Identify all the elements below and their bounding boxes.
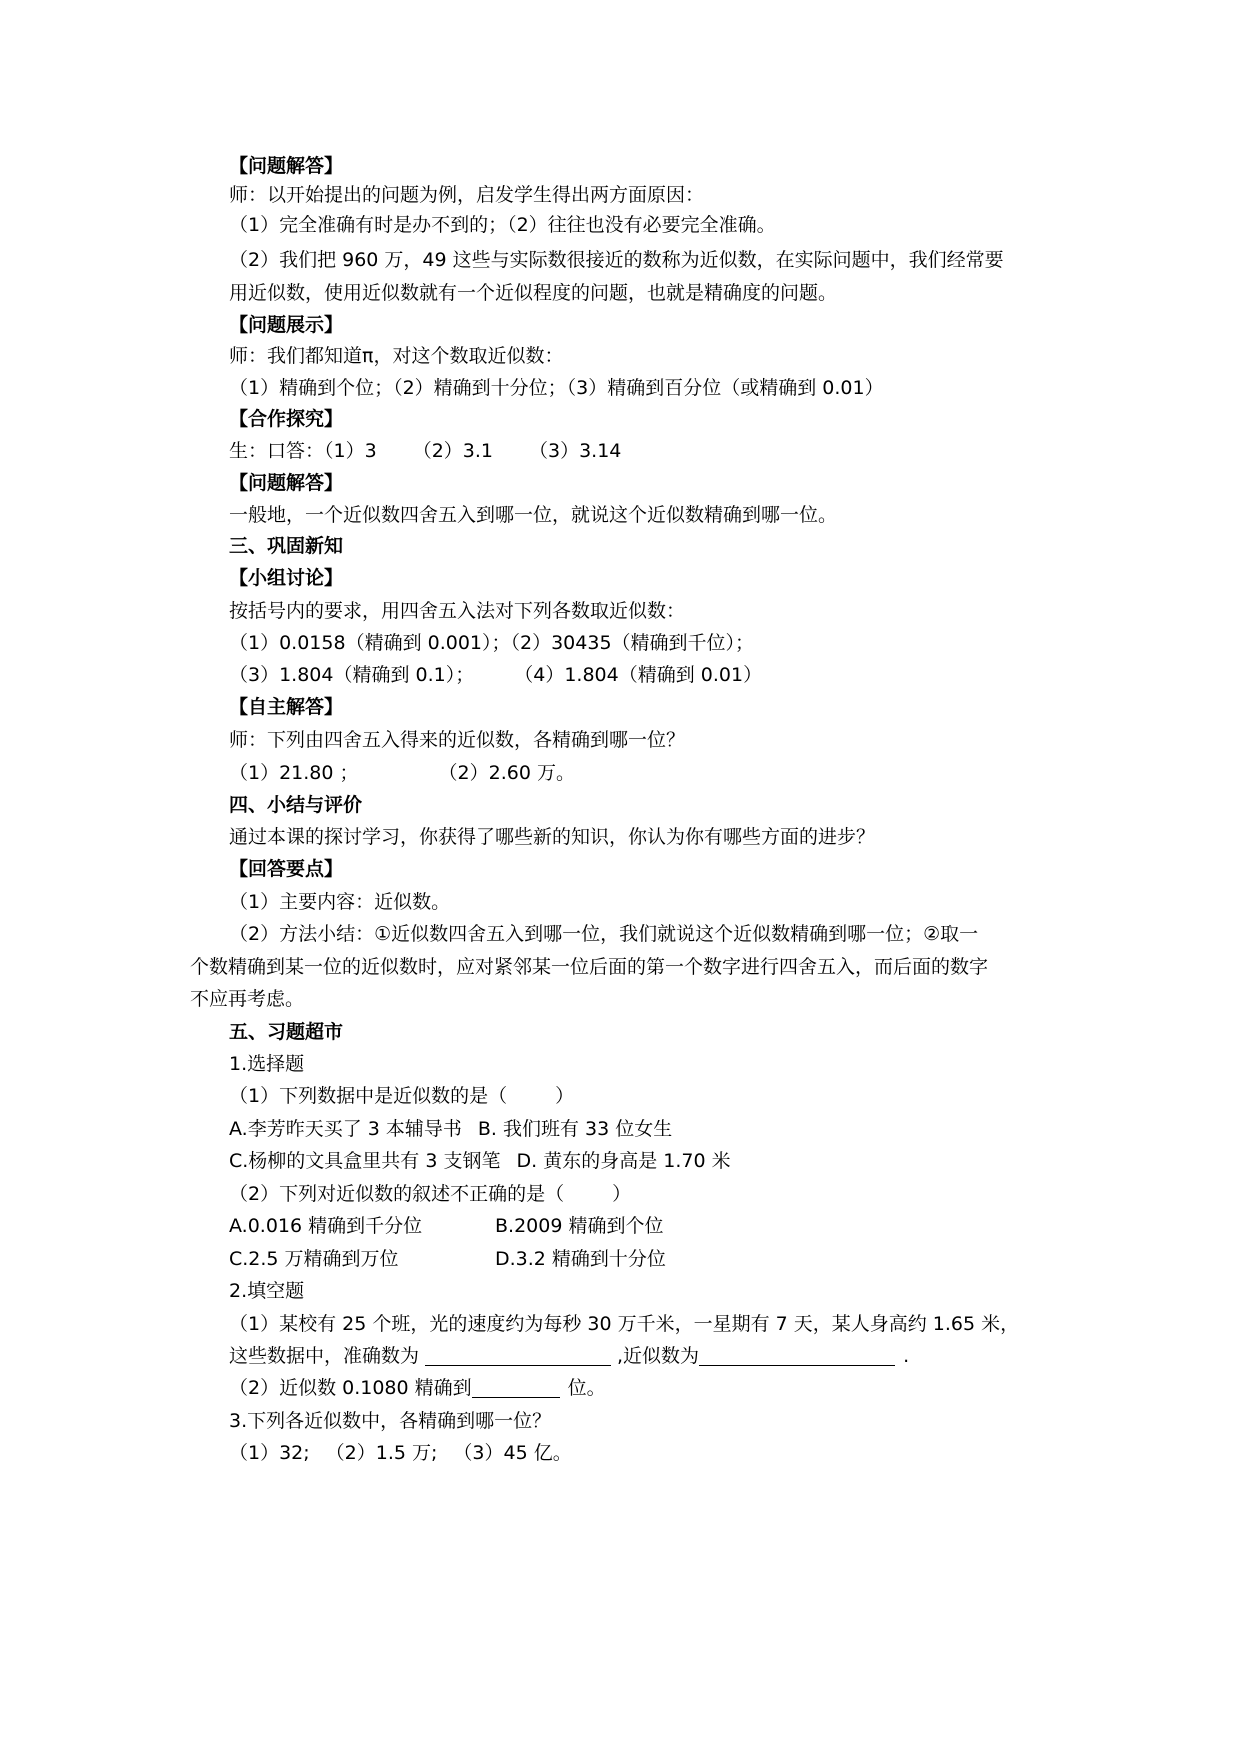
paragraph bbox=[229, 757, 1061, 789]
choice-d: D. 黄东的身高是 1.70 米 bbox=[516, 1150, 731, 1172]
paragraph: （1）0.0158（精确到 0.001）；（2）30435（精确到千位）； bbox=[229, 632, 755, 654]
choice-d: D.3.2 精确到十分位 bbox=[495, 1248, 666, 1270]
fill-suffix: 位。 bbox=[567, 1377, 606, 1399]
question-text: （2）下列对近似数的叙述不正确的是（ bbox=[229, 1183, 565, 1205]
paragraph: 个数精确到某一位的近似数时，应对紧邻某一位后面的第一个数字进行四舍五入，而后面的数字 bbox=[190, 956, 989, 978]
exercise-part: （3）1.804（精确到 0.1）； bbox=[229, 664, 475, 686]
paragraph bbox=[229, 435, 1061, 467]
paragraph: 按括号内的要求，用四舍五入法对下列各数取近似数： bbox=[229, 600, 686, 622]
fill-prompt: （2）近似数 0.1080 精确到 bbox=[229, 1377, 472, 1399]
paragraph: 用近似数，使用近似数就有一个近似程度的问题，也就是精确度的问题。 bbox=[229, 282, 838, 304]
paragraph: 一般地，一个近似数四舍五入到哪一位，就说这个近似数精确到哪一位。 bbox=[229, 504, 838, 526]
paragraph: （1）主要内容：近似数。 bbox=[229, 891, 451, 913]
paragraph bbox=[229, 1340, 1061, 1372]
section-heading: 【小组讨论】 bbox=[229, 567, 344, 589]
paragraph bbox=[229, 1243, 1061, 1275]
paragraph: （1）某校有 25 个班，光的速度约为每秒 30 万千米，一星期有 7 天，某人身高约 1.65 米， bbox=[229, 1313, 1020, 1335]
paragraph: 3.下列各近似数中，各精确到哪一位？ bbox=[229, 1410, 552, 1432]
paragraph: 1.选择题 bbox=[229, 1053, 305, 1075]
section-heading: 五、习题超市 bbox=[229, 1021, 344, 1043]
choice-b: B. 我们班有 33 位女生 bbox=[477, 1118, 673, 1140]
section-heading: 【自主解答】 bbox=[229, 696, 344, 718]
paragraph: 师：我们都知道π，对这个数取近似数： bbox=[229, 345, 564, 367]
paragraph bbox=[229, 1080, 1061, 1112]
exercise-part: （1）32; bbox=[229, 1442, 310, 1464]
question-text: （1）下列数据中是近似数的是（ bbox=[229, 1085, 508, 1107]
answer-blank[interactable] bbox=[699, 1343, 895, 1366]
paragraph bbox=[229, 1113, 1061, 1145]
paragraph bbox=[229, 1437, 1061, 1469]
paragraph bbox=[229, 1210, 1061, 1242]
exercise-part: （1）21.80 ； bbox=[229, 762, 359, 784]
exercise-part: （4）1.804（精确到 0.01） bbox=[514, 664, 763, 686]
section-heading: 【合作探究】 bbox=[229, 408, 344, 430]
fill-period: . bbox=[903, 1345, 910, 1367]
choice-c: C.2.5 万精确到万位 bbox=[229, 1248, 399, 1270]
paragraph: 通过本课的探讨学习，你获得了哪些新的知识，你认为你有哪些方面的进步？ bbox=[229, 826, 876, 848]
paragraph bbox=[229, 1372, 1061, 1404]
answer-blank[interactable] bbox=[425, 1343, 611, 1366]
paragraph: （1）精确到个位；（2）精确到十分位；（3）精确到百分位（或精确到 0.01） bbox=[229, 377, 884, 399]
paragraph bbox=[229, 1145, 1061, 1177]
answer-part: （2）3.1 bbox=[412, 440, 493, 462]
section-heading: 【问题解答】 bbox=[229, 155, 344, 177]
question-paren: ） bbox=[612, 1183, 632, 1205]
exercise-part: （2）1.5 万; bbox=[325, 1442, 438, 1464]
section-heading: 四、小结与评价 bbox=[229, 794, 363, 816]
paragraph bbox=[229, 659, 1061, 691]
choice-c: C.杨柳的文具盒里共有 3 支钢笔 bbox=[229, 1150, 501, 1172]
answer-part: （3）3.14 bbox=[529, 440, 622, 462]
question-paren: ） bbox=[555, 1085, 575, 1107]
answer-part: 生：口答：（1）3 bbox=[229, 440, 377, 462]
paragraph: （2）我们把 960 万，49 这些与实际数很接近的数称为近似数，在实际问题中，我们经常要 bbox=[229, 249, 1004, 271]
section-heading: 【问题展示】 bbox=[229, 314, 344, 336]
fill-prompt: 这些数据中，准确数为 bbox=[229, 1345, 420, 1367]
answer-blank[interactable] bbox=[472, 1375, 560, 1398]
exercise-part: （3）45 亿。 bbox=[453, 1442, 572, 1464]
choice-a: A.0.016 精确到千分位 bbox=[229, 1215, 423, 1237]
paragraph: 不应再考虑。 bbox=[190, 988, 305, 1010]
exercise-part: （2）2.60 万。 bbox=[438, 762, 575, 784]
section-heading: 【问题解答】 bbox=[229, 472, 344, 494]
choice-a: A.李芳昨天买了 3 本辅导书 bbox=[229, 1118, 462, 1140]
paragraph: 2.填空题 bbox=[229, 1280, 305, 1302]
paragraph bbox=[229, 1178, 1061, 1210]
paragraph: （2）方法小结：①近似数四舍五入到哪一位，我们就说这个近似数精确到哪一位；②取一 bbox=[229, 923, 979, 945]
fill-prompt: ,近似数为 bbox=[617, 1345, 700, 1367]
paragraph: 师：下列由四舍五入得来的近似数，各精确到哪一位？ bbox=[229, 729, 686, 751]
section-heading: 【回答要点】 bbox=[229, 858, 344, 880]
choice-b: B.2009 精确到个位 bbox=[495, 1215, 664, 1237]
section-heading: 三、巩固新知 bbox=[229, 535, 344, 557]
paragraph: 师：以开始提出的问题为例，启发学生得出两方面原因： bbox=[229, 184, 705, 206]
paragraph: （1）完全准确有时是办不到的；（2）往往也没有必要完全准确。 bbox=[229, 214, 776, 236]
